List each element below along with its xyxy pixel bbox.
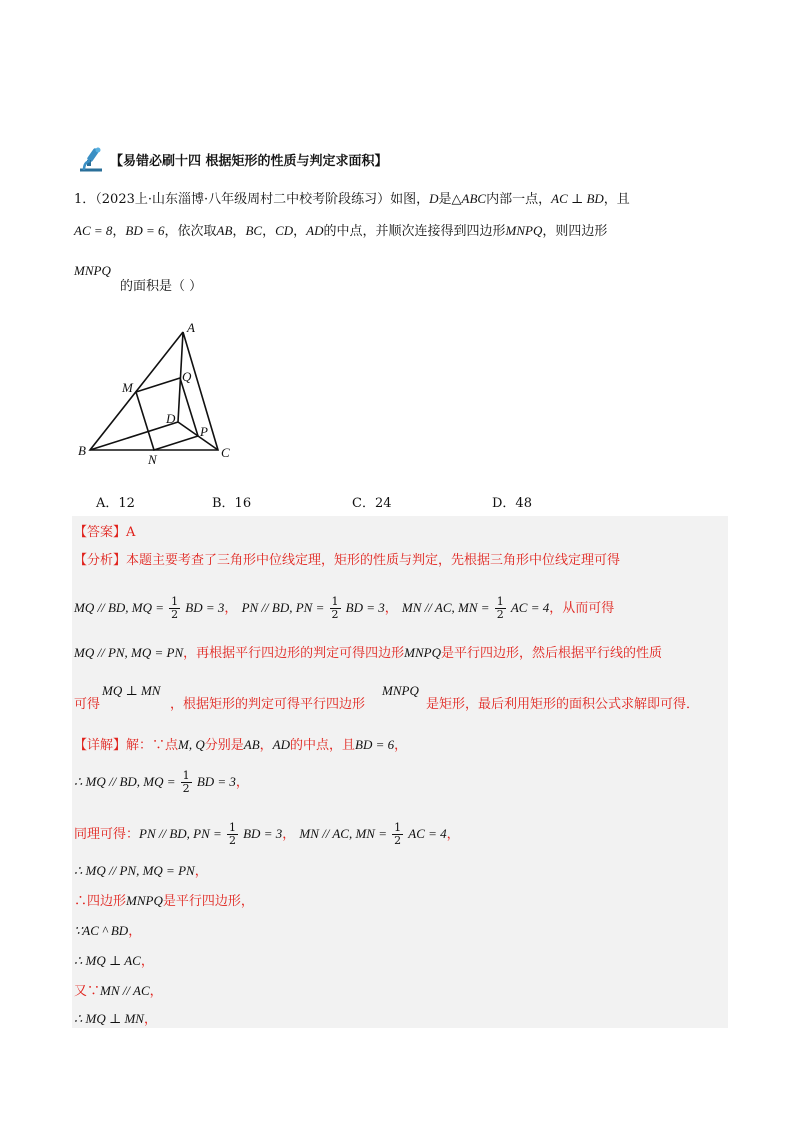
detail-line-1: 【详解】解：∵点M, Q分别是AB，AD的中点，且BD = 6， [74, 737, 408, 753]
label-b: B [78, 443, 86, 458]
analysis-line-4c: 是矩形，最后利用矩形的面积公式求解即可得． [426, 697, 700, 712]
detail-line-2: ∴ MQ // BD, MQ = $\frac{1}{2}$ BD = 3， [74, 769, 249, 795]
question-line-1: 1．（2023上·山东淄博·八年级周村二中校考阶段练习）如图，D是△ABC内部一点，AC ⊥ BD，且 [74, 191, 630, 207]
option-b[interactable]: B．16 [212, 496, 252, 511]
geometry-figure [70, 318, 250, 468]
triangle-abc [90, 332, 218, 450]
analysis-line-4b: ，根据矩形的判定可得平行四边形 [170, 697, 366, 712]
question-line-3: MNPQ [74, 263, 111, 278]
answer-line: 【答案】A [74, 525, 136, 540]
analysis-line-3: MQ // PN, MQ = PN，再根据平行四边形的判定可得四边形MNPQ是平行四边形，然后根据平行线的性质 [74, 645, 663, 661]
option-a[interactable]: A．12 [96, 496, 135, 511]
analysis-line-4: 可得 [74, 697, 101, 712]
analysis-mnpq-2: MNPQ [382, 683, 419, 698]
label-d: D [166, 411, 176, 426]
section-title [76, 146, 388, 172]
section-title-text: 【易错必刷十四 根据矩形的性质与判定求面积】 [110, 153, 388, 169]
label-p: P [200, 424, 208, 439]
option-d[interactable]: D．48 [492, 496, 532, 511]
microscope-icon [76, 146, 106, 172]
label-c: C [221, 445, 230, 460]
label-m: M [122, 380, 133, 395]
detail-line-5: ∴四边形MNPQ是平行四边形， [74, 893, 254, 909]
detail-line-8: 又∵MN // AC， [74, 983, 163, 999]
detail-line-4: ∴ MQ // PN, MQ = PN， [74, 863, 208, 879]
analysis-line-2: MQ // BD, MQ = $\frac{1}{2}$ BD = 3， PN // BD, PN = $\frac{1}{2}$ BD = 3， MN // AC, MN = $\frac{1}{2}$ AC = 4，从而可得 [74, 595, 615, 621]
label-q: Q [182, 369, 192, 384]
question-line-4: 的面积是（ ） [120, 279, 203, 294]
detail-line-7: ∴ MQ ⊥ AC， [74, 953, 154, 969]
analysis-line-1: 【分析】本题主要考查了三角形中位线定理，矩形的性质与判定，先根据三角形中位线定理可得 [74, 553, 621, 568]
question-line-2: AC = 8，BD = 6，依次取AB，BC，CD，AD的中点，并顺次连接得到四边形MNPQ，则四边形 [74, 223, 608, 239]
detail-line-3: 同理可得：PN // BD, PN = $\frac{1}{2}$ BD = 3， MN // AC, MN = $\frac{1}{2}$ AC = 4， [74, 821, 460, 847]
detail-line-6: ∵AC ^ BD， [74, 923, 142, 939]
detail-line-9: ∴ MQ ⊥ MN， [74, 1011, 157, 1027]
label-n: N [148, 452, 157, 467]
label-a: A [187, 320, 195, 335]
option-c[interactable]: C．24 [352, 496, 392, 511]
analysis-mq-perp: MQ ⊥ MN [102, 683, 161, 698]
